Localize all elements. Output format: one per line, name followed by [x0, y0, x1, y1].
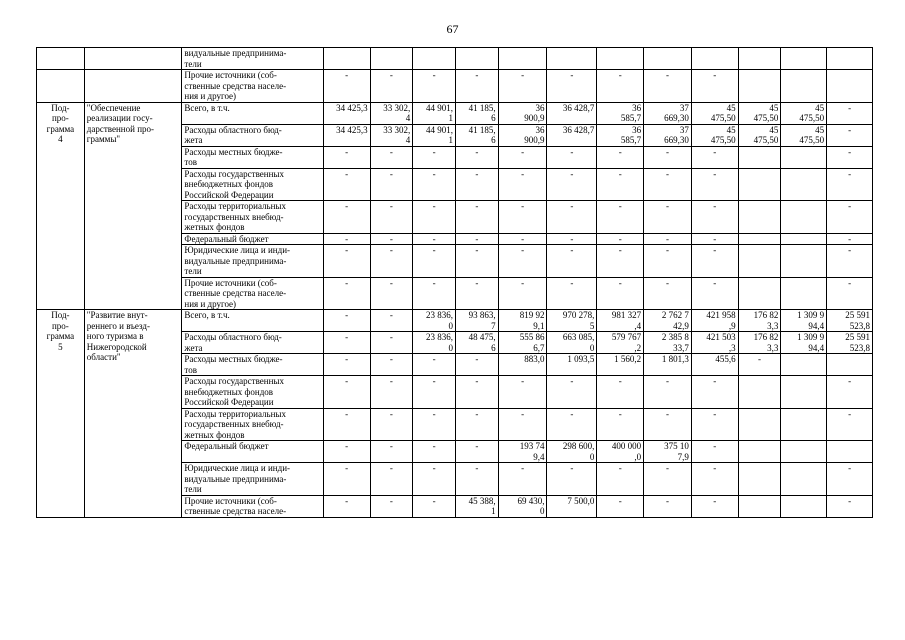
value-cell: 37 669,30: [644, 124, 692, 146]
value-cell: -: [323, 408, 370, 441]
value-cell: 375 10 7,9: [644, 441, 692, 463]
program-description-cell: [84, 48, 182, 70]
value-cell: 663 085, 0: [547, 332, 597, 354]
value-cell: 1 801,3: [644, 354, 692, 376]
value-cell: -: [498, 245, 547, 278]
value-cell: [827, 70, 873, 103]
funding-table: [36, 47, 873, 518]
source-name-cell: Всего, в т.ч.: [182, 310, 323, 332]
value-cell: 45 475,50: [691, 124, 738, 146]
table-row: [37, 310, 873, 332]
value-cell: 34 425,3: [323, 102, 370, 124]
value-cell: 45 475,50: [781, 102, 827, 124]
source-name-cell: Юридические лица и инди- видуальные предпринима- тели: [182, 245, 323, 278]
value-cell: -: [691, 233, 738, 245]
value-cell: [781, 495, 827, 517]
value-cell: -: [597, 233, 644, 245]
value-cell: -: [413, 463, 456, 496]
program-cell: [37, 48, 85, 70]
value-cell: 1 309 9 94,4: [781, 310, 827, 332]
program-cell: [37, 70, 85, 103]
value-cell: -: [498, 408, 547, 441]
value-cell: [738, 48, 781, 70]
value-cell: 2 762 7 42,9: [644, 310, 692, 332]
value-cell: 33 302, 4: [370, 102, 413, 124]
value-cell: -: [597, 245, 644, 278]
value-cell: 37 669,30: [644, 102, 692, 124]
value-cell: 1 560,2: [597, 354, 644, 376]
source-name-cell: Прочие источники (соб- ственные средства населе-: [182, 495, 323, 517]
value-cell: -: [691, 70, 738, 103]
value-cell: [738, 277, 781, 310]
value-cell: -: [644, 201, 692, 234]
value-cell: -: [691, 376, 738, 409]
value-cell: 981 327 ,4: [597, 310, 644, 332]
value-cell: 819 92 9,1: [498, 310, 547, 332]
value-cell: 298 600, 0: [547, 441, 597, 463]
value-cell: -: [413, 495, 456, 517]
value-cell: 400 000 ,0: [597, 441, 644, 463]
value-cell: [547, 48, 597, 70]
value-cell: 1 309 9 94,4: [781, 332, 827, 354]
value-cell: -: [738, 354, 781, 376]
source-name-cell: Расходы территориальных государственных внебюд- жетных фондов: [182, 201, 323, 234]
value-cell: -: [827, 495, 873, 517]
value-cell: [738, 463, 781, 496]
value-cell: [781, 376, 827, 409]
value-cell: [781, 245, 827, 278]
value-cell: -: [691, 463, 738, 496]
value-cell: -: [498, 463, 547, 496]
value-cell: 23 836, 0: [413, 332, 456, 354]
value-cell: -: [827, 124, 873, 146]
value-cell: -: [827, 168, 873, 201]
source-name-cell: видуальные предпринима- тели: [182, 48, 323, 70]
value-cell: 421 503 ,3: [691, 332, 738, 354]
value-cell: -: [413, 70, 456, 103]
value-cell: [781, 441, 827, 463]
value-cell: 421 958 ,9: [691, 310, 738, 332]
value-cell: [738, 70, 781, 103]
value-cell: [781, 48, 827, 70]
value-cell: -: [498, 277, 547, 310]
table-row: [37, 70, 873, 103]
value-cell: -: [547, 408, 597, 441]
value-cell: -: [455, 277, 498, 310]
value-cell: -: [547, 245, 597, 278]
value-cell: -: [370, 201, 413, 234]
value-cell: 36 428,7: [547, 124, 597, 146]
value-cell: -: [370, 376, 413, 409]
value-cell: 44 901, 1: [413, 102, 456, 124]
value-cell: 36 585,7: [597, 102, 644, 124]
value-cell: 2 385 8 33,7: [644, 332, 692, 354]
value-cell: [738, 245, 781, 278]
value-cell: [827, 354, 873, 376]
value-cell: -: [827, 376, 873, 409]
program-description-cell: "Обеспечение реализации госу- дарственной про- граммы": [84, 102, 182, 310]
program-description-cell: [84, 70, 182, 103]
source-name-cell: Юридические лица и инди- видуальные предпринима- тели: [182, 463, 323, 496]
value-cell: -: [498, 233, 547, 245]
value-cell: [455, 48, 498, 70]
page-number: 67: [446, 22, 459, 36]
value-cell: -: [323, 168, 370, 201]
value-cell: [781, 168, 827, 201]
source-name-cell: Федеральный бюджет: [182, 441, 323, 463]
value-cell: -: [455, 463, 498, 496]
value-cell: -: [498, 70, 547, 103]
value-cell: -: [455, 201, 498, 234]
value-cell: -: [691, 408, 738, 441]
value-cell: 33 302, 4: [370, 124, 413, 146]
value-cell: [781, 354, 827, 376]
value-cell: [738, 495, 781, 517]
value-cell: [738, 408, 781, 441]
value-cell: -: [413, 277, 456, 310]
value-cell: -: [597, 168, 644, 201]
value-cell: -: [323, 201, 370, 234]
value-cell: 48 475, 6: [455, 332, 498, 354]
value-cell: -: [413, 376, 456, 409]
value-cell: [323, 48, 370, 70]
value-cell: -: [597, 277, 644, 310]
value-cell: [370, 48, 413, 70]
value-cell: -: [691, 495, 738, 517]
value-cell: 34 425,3: [323, 124, 370, 146]
value-cell: 970 278, 5: [547, 310, 597, 332]
value-cell: -: [547, 376, 597, 409]
value-cell: [781, 201, 827, 234]
value-cell: -: [370, 146, 413, 168]
value-cell: 25 591 523,8: [827, 310, 873, 332]
value-cell: 579 767 ,2: [597, 332, 644, 354]
value-cell: [827, 48, 873, 70]
value-cell: 69 430, 0: [498, 495, 547, 517]
value-cell: -: [827, 463, 873, 496]
value-cell: -: [323, 332, 370, 354]
value-cell: [498, 48, 547, 70]
value-cell: -: [455, 441, 498, 463]
value-cell: -: [644, 376, 692, 409]
value-cell: -: [370, 310, 413, 332]
value-cell: [781, 70, 827, 103]
source-name-cell: Расходы местных бюдже- тов: [182, 146, 323, 168]
value-cell: -: [827, 233, 873, 245]
value-cell: -: [323, 463, 370, 496]
value-cell: -: [323, 310, 370, 332]
program-description-cell: "Развитие внут- реннего и въезд- ного туризма в Нижегородской области": [84, 310, 182, 518]
value-cell: -: [323, 146, 370, 168]
value-cell: 45 475,50: [738, 124, 781, 146]
value-cell: -: [644, 245, 692, 278]
value-cell: -: [370, 277, 413, 310]
value-cell: [738, 146, 781, 168]
value-cell: -: [691, 146, 738, 168]
value-cell: -: [323, 495, 370, 517]
value-cell: [738, 441, 781, 463]
value-cell: -: [498, 201, 547, 234]
value-cell: -: [498, 376, 547, 409]
value-cell: -: [547, 233, 597, 245]
value-cell: [691, 48, 738, 70]
value-cell: -: [644, 495, 692, 517]
source-name-cell: Расходы территориальных государственных внебюд- жетных фондов: [182, 408, 323, 441]
value-cell: -: [597, 495, 644, 517]
value-cell: [781, 277, 827, 310]
value-cell: -: [370, 463, 413, 496]
value-cell: -: [370, 354, 413, 376]
value-cell: -: [455, 233, 498, 245]
value-cell: -: [455, 70, 498, 103]
value-cell: 176 82 3,3: [738, 310, 781, 332]
value-cell: -: [644, 463, 692, 496]
value-cell: -: [644, 233, 692, 245]
value-cell: 36 900,9: [498, 102, 547, 124]
value-cell: -: [827, 277, 873, 310]
value-cell: 45 475,50: [691, 102, 738, 124]
source-name-cell: Федеральный бюджет: [182, 233, 323, 245]
value-cell: -: [370, 168, 413, 201]
value-cell: -: [691, 245, 738, 278]
value-cell: -: [323, 441, 370, 463]
value-cell: -: [413, 354, 456, 376]
source-name-cell: Прочие источники (соб- ственные средства населе- ния и другое): [182, 70, 323, 103]
value-cell: 176 82 3,3: [738, 332, 781, 354]
value-cell: -: [827, 201, 873, 234]
value-cell: 1 093,5: [547, 354, 597, 376]
value-cell: -: [691, 277, 738, 310]
value-cell: -: [827, 146, 873, 168]
value-cell: -: [644, 277, 692, 310]
value-cell: -: [413, 146, 456, 168]
table-row: [37, 102, 873, 124]
value-cell: -: [644, 168, 692, 201]
value-cell: 7 500,0: [547, 495, 597, 517]
value-cell: -: [455, 354, 498, 376]
value-cell: 45 475,50: [738, 102, 781, 124]
value-cell: -: [413, 168, 456, 201]
value-cell: 36 900,9: [498, 124, 547, 146]
value-cell: -: [597, 408, 644, 441]
value-cell: -: [498, 146, 547, 168]
value-cell: [738, 168, 781, 201]
value-cell: [827, 441, 873, 463]
value-cell: -: [455, 146, 498, 168]
value-cell: 883,0: [498, 354, 547, 376]
value-cell: [644, 48, 692, 70]
value-cell: -: [413, 201, 456, 234]
value-cell: -: [597, 376, 644, 409]
value-cell: -: [323, 245, 370, 278]
value-cell: 45 388, 1: [455, 495, 498, 517]
value-cell: 41 185, 6: [455, 102, 498, 124]
value-cell: [597, 48, 644, 70]
value-cell: -: [644, 70, 692, 103]
source-name-cell: Расходы государственных внебюджетных фондов Российской Федерации: [182, 376, 323, 409]
source-name-cell: Расходы местных бюдже- тов: [182, 354, 323, 376]
value-cell: -: [323, 277, 370, 310]
value-cell: 455,6: [691, 354, 738, 376]
value-cell: 93 863, 7: [455, 310, 498, 332]
value-cell: 193 74 9,4: [498, 441, 547, 463]
value-cell: -: [323, 70, 370, 103]
value-cell: -: [547, 463, 597, 496]
value-cell: -: [691, 201, 738, 234]
value-cell: -: [323, 354, 370, 376]
value-cell: -: [370, 408, 413, 441]
table-row: [37, 48, 873, 70]
value-cell: [738, 376, 781, 409]
value-cell: -: [644, 146, 692, 168]
value-cell: -: [827, 102, 873, 124]
value-cell: -: [597, 463, 644, 496]
value-cell: -: [370, 245, 413, 278]
value-cell: -: [455, 376, 498, 409]
value-cell: -: [413, 233, 456, 245]
value-cell: -: [370, 332, 413, 354]
value-cell: [738, 201, 781, 234]
value-cell: [781, 233, 827, 245]
value-cell: -: [413, 245, 456, 278]
value-cell: -: [323, 233, 370, 245]
value-cell: -: [597, 201, 644, 234]
value-cell: 36 428,7: [547, 102, 597, 124]
value-cell: -: [455, 408, 498, 441]
value-cell: [781, 146, 827, 168]
value-cell: [738, 233, 781, 245]
value-cell: -: [370, 233, 413, 245]
value-cell: -: [827, 408, 873, 441]
value-cell: [413, 48, 456, 70]
value-cell: 23 836, 0: [413, 310, 456, 332]
source-name-cell: Расходы областного бюд- жета: [182, 124, 323, 146]
value-cell: 45 475,50: [781, 124, 827, 146]
source-name-cell: Расходы государственных внебюджетных фондов Российской Федерации: [182, 168, 323, 201]
value-cell: 44 901, 1: [413, 124, 456, 146]
value-cell: -: [644, 408, 692, 441]
source-name-cell: Прочие источники (соб- ственные средства населе- ния и другое): [182, 277, 323, 310]
value-cell: -: [597, 146, 644, 168]
value-cell: -: [498, 168, 547, 201]
value-cell: 36 585,7: [597, 124, 644, 146]
value-cell: -: [691, 168, 738, 201]
value-cell: -: [323, 376, 370, 409]
value-cell: 25 591 523,8: [827, 332, 873, 354]
program-cell: Под- про- грамма 5: [37, 310, 85, 518]
value-cell: -: [413, 408, 456, 441]
value-cell: -: [547, 277, 597, 310]
value-cell: -: [455, 168, 498, 201]
program-cell: Под- про- грамма 4: [37, 102, 85, 310]
value-cell: [781, 408, 827, 441]
value-cell: -: [547, 70, 597, 103]
value-cell: [781, 463, 827, 496]
value-cell: -: [547, 168, 597, 201]
value-cell: -: [413, 441, 456, 463]
value-cell: 41 185, 6: [455, 124, 498, 146]
value-cell: -: [547, 146, 597, 168]
value-cell: -: [691, 441, 738, 463]
value-cell: -: [370, 495, 413, 517]
value-cell: -: [547, 201, 597, 234]
value-cell: -: [597, 70, 644, 103]
value-cell: 555 86 6,7: [498, 332, 547, 354]
value-cell: -: [455, 245, 498, 278]
value-cell: -: [370, 70, 413, 103]
source-name-cell: Всего, в т.ч.: [182, 102, 323, 124]
value-cell: -: [370, 441, 413, 463]
source-name-cell: Расходы областного бюд- жета: [182, 332, 323, 354]
value-cell: -: [827, 245, 873, 278]
